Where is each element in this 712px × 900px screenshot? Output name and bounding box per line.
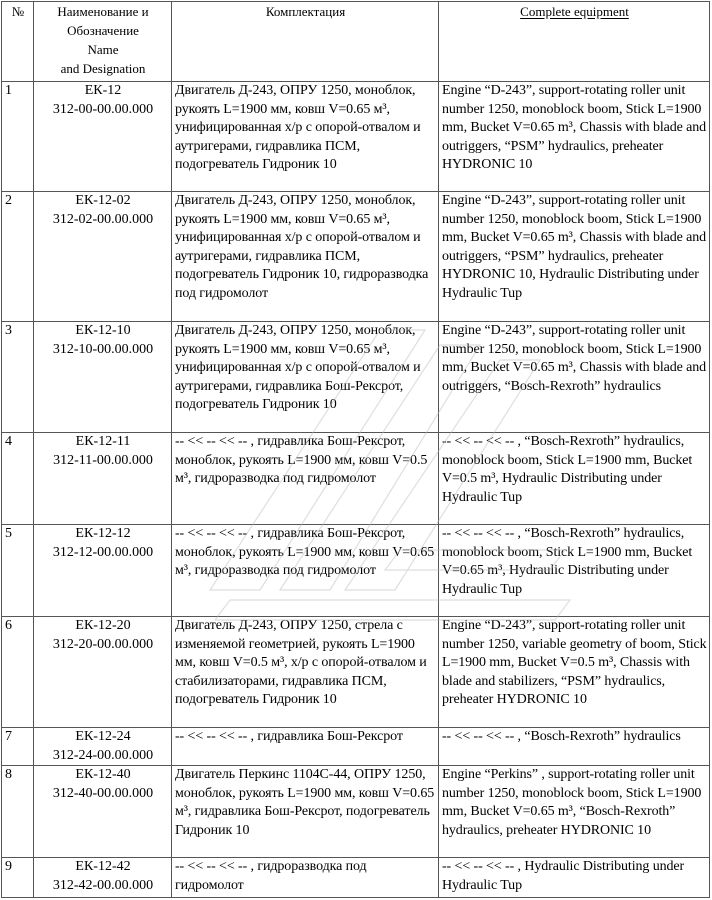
equipment-en: -- << -- << -- , “Bosch-Rexroth” hydraulics, monoblock boom, Stick L=1900 mm, Bucket V=0.65 m³, Hydraulic Distributing under Hydraulic Tup (439, 525, 710, 617)
row-name (34, 858, 172, 898)
header-name-line: Name (87, 42, 119, 57)
table-row (2, 858, 710, 898)
equipment-ru: Двигатель Д-243, ОПРУ 1250, моноблок, рукоять L=1900 мм, ковш V=0.65 м³, унифицированная х/р с опорой-отвалом и аутригерами, гидравлика ПСМ, подогреватель Гидроник 10 (172, 82, 439, 192)
row-name (34, 82, 172, 192)
equipment-en: -- << -- << -- , Hydraulic Distributing under Hydraulic Tup (439, 858, 710, 898)
row-number: 6 (2, 617, 34, 728)
equipment-en: -- << -- << -- , “Bosch-Rexroth” hydraulics (439, 728, 710, 766)
equipment-en: Engine “D-243”, support-rotating roller unit number 1250, variable geometry of boom, Stick L=1900 mm, Bucket V=0.5 m³, Chassis with blade and stabilizers, “PSM” hydraulics, preheater HYDRONIC 10 (439, 617, 710, 728)
designation: 312-12-00.00.000 (52, 544, 154, 560)
row-number: 7 (2, 728, 34, 766)
row-name (34, 525, 172, 617)
row-number: 5 (2, 525, 34, 617)
row-number: 3 (2, 322, 34, 433)
equipment-en: Engine “Perkins” , support-rotating roller unit number 1250, monoblock boom, Stick L=1900 mm, Bucket V=0.65 m³, “Bosch-Rexroth” hydraulics, preheater HYDRONIC 10 (439, 766, 710, 858)
table-row (2, 433, 710, 525)
header-row (2, 2, 710, 82)
designation: 312-00-00.00.000 (52, 101, 154, 117)
column-header-number: № (2, 2, 34, 82)
model-name: ЕК-12-40 (75, 767, 131, 782)
equipment-ru: Двигатель Д-243, ОПРУ 1250, стрела с изменяемой геометрией, рукоять L=1900 мм, ковш V=0.5 м³, х/р с опорой-отвалом и стабилизаторами, гидравлика ПСМ, подогреватель Гидроник 10 (172, 617, 439, 728)
designation: 312-24-00.00.000 (52, 747, 154, 763)
designation: 312-20-00.00.000 (52, 636, 154, 652)
model-name: ЕК-12-11 (75, 434, 131, 449)
designation: 312-40-00.00.000 (52, 785, 154, 801)
row-name (34, 433, 172, 525)
equipment-ru: Двигатель Д-243, ОПРУ 1250, моноблок, рукоять L=1900 мм, ковш V=0.65 м³, унифицированная х/р с опорой-отвалом и аутригерами, гидравлика Бош-Рексрот, подогреватель Гидроник 10 (172, 322, 439, 433)
equipment-ru: Двигатель Д-243, ОПРУ 1250, моноблок, рукоять L=1900 мм, ковш V=0.65 м³, унифицированная х/р с опорой-отвалом и аутригерами, гидравлика ПСМ, подогреватель Гидроник 10, гидроразводка под гидромолот (172, 192, 439, 322)
row-name (34, 192, 172, 322)
table-row (2, 82, 710, 192)
header-name-line: Наименование и (57, 4, 149, 19)
model-name: ЕК-12-24 (75, 729, 131, 744)
row-name (34, 728, 172, 766)
table-row (2, 728, 710, 766)
designation: 312-11-00.00.000 (53, 452, 153, 468)
table-row (2, 617, 710, 728)
equipment-en: Engine “D-243”, support-rotating roller unit number 1250, monoblock boom, Stick L=1900 mm, Bucket V=0.65 m³, Chassis with blade and outriggers, “Bosch-Rexroth” hydraulics (439, 322, 710, 433)
header-name-line: and Designation (60, 61, 146, 76)
equipment-ru: -- << -- << -- , гидравлика Бош-Рексрот, моноблок, рукоять L=1900 мм, ковш V=0.65 м³, гидроразводка под гидромолот (172, 525, 439, 617)
column-header-equipment-ru: Комплектация (172, 2, 439, 82)
equipment-en: Engine “D-243”, support-rotating roller unit number 1250, monoblock boom, Stick L=1900 mm, Bucket V=0.65 m³, Chassis with blade and outriggers, “PSM” hydraulics, preheater HYDRONIC 10, Hydraulic Distributing under Hydraulic Tup (439, 192, 710, 322)
equipment-ru: -- << -- << -- , гидроразводка под гидромолот (172, 858, 439, 898)
model-name: ЕК-12-02 (75, 193, 131, 208)
equipment-en: -- << -- << -- , “Bosch-Rexroth” hydraulics, monoblock boom, Stick L=1900 mm, Bucket V=0.5 m³, Hydraulic Distributing under Hydraulic Tup (439, 433, 710, 525)
header-en-label: Complete equipment (520, 4, 629, 19)
column-header-equipment-en (439, 2, 710, 82)
header-name-line: Обозначение (67, 23, 139, 38)
designation: 312-42-00.00.000 (52, 877, 154, 893)
row-number: 2 (2, 192, 34, 322)
row-number: 9 (2, 858, 34, 898)
row-number: 1 (2, 82, 34, 192)
model-name: ЕК-12-10 (75, 323, 131, 338)
table-row (2, 322, 710, 433)
designation: 312-02-00.00.000 (52, 211, 154, 227)
row-name (34, 617, 172, 728)
row-number: 8 (2, 766, 34, 858)
row-name (34, 766, 172, 858)
equipment-en: Engine “D-243”, support-rotating roller unit number 1250, monoblock boom, Stick L=1900 mm, Bucket V=0.65 m³, Chassis with blade and outriggers, “PSM” hydraulics, preheater HYDRONIC 10 (439, 82, 710, 192)
column-header-name (34, 2, 172, 82)
designation: 312-10-00.00.000 (52, 341, 154, 357)
equipment-ru: -- << -- << -- , гидравлика Бош-Рексрот, моноблок, рукоять L=1900 мм, ковш V=0.5 м³, гидроразводка под гидромолот (172, 433, 439, 525)
model-name: ЕК-12-42 (75, 859, 131, 874)
equipment-ru: -- << -- << -- , гидравлика Бош-Рексрот (172, 728, 439, 766)
row-number: 4 (2, 433, 34, 525)
row-name (34, 322, 172, 433)
equipment-ru: Двигатель Перкинс 1104С-44, ОПРУ 1250, моноблок, рукоять L=1900 мм, ковш V=0.65 м³, гидравлика Бош-Рексрот, подогреватель Гидроник 10 (172, 766, 439, 858)
table-row (2, 192, 710, 322)
model-name: ЕК-12-12 (75, 526, 131, 541)
equipment-table (1, 1, 710, 898)
table-row (2, 525, 710, 617)
table-row (2, 766, 710, 858)
model-name: ЕК-12-20 (75, 618, 131, 633)
model-name: ЕК-12 (84, 83, 122, 98)
